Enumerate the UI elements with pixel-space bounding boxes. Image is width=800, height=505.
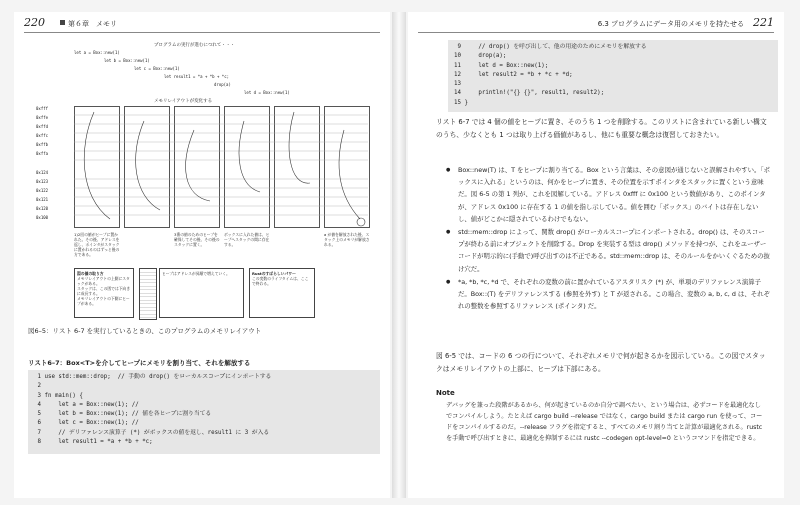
address-label: 0xffd bbox=[36, 124, 49, 129]
code-line: 3 fn main() { bbox=[34, 392, 83, 399]
figure-caption: 図6–5：リスト 6-7 を実行しているときの、このプログラムのメモリレイアウト bbox=[28, 327, 262, 335]
legend-line: メモリレイアウトの下側にヒープがある。 bbox=[77, 296, 130, 306]
code-step-5: drop(a) bbox=[214, 82, 231, 87]
right-chapter-title: 6.3 プログラムにデータ用のメモリを持たせる bbox=[597, 20, 744, 28]
note-box bbox=[436, 388, 766, 444]
note-body: デバッグを兼った段階があるから、何が起きているのか自分で調べたい、という場合は、必ずコードを最適化なしでコンパイルしよう。たとえば cargo build --release ではなく、cargo build または cargo run を使って、コードをコンパイルするのだ。--release フラグを指定すると、すべてのメモリ割り当てと計算が最適化される。rustc を手動で呼び出すときに、最適化を抑制するには rustc --codegen opt-level=0 というコマンドを指定できる。 bbox=[446, 402, 763, 442]
code-line: 15 } bbox=[454, 99, 468, 106]
code-listing-part2 bbox=[448, 40, 778, 112]
address-label: 0xfff bbox=[36, 106, 49, 111]
legend-title-3: Rustのすばらしいパワー bbox=[252, 271, 296, 276]
memory-layout-figure bbox=[36, 40, 374, 320]
book-gutter bbox=[392, 12, 406, 498]
left-page bbox=[14, 12, 390, 498]
intro-paragraph: リスト 6-7 では 4 個の値をヒープに置き、そのうち 1 つを削除する。このリストに含まれている新しい構文のうち、少なくとも 1 つは取り上げる価値があるし、他にも重要な概念は復習しておきたい。 bbox=[436, 118, 767, 139]
bullet-list bbox=[444, 164, 770, 313]
legend-box-1 bbox=[74, 268, 134, 318]
address-label: 0x100 bbox=[36, 215, 49, 220]
address-label: 0x123 bbox=[36, 179, 49, 184]
bullet-item-deref: ● *a, *b, *c, *d で、それぞれの変数の前に置かれているアスタリスク (*) が、単項のデリファレンス演算子だ。Box::(T) をデリファレンスする (参照を外す) と T が返される。この場合、変数の a, b, c, d は、それぞれの整数を参照するリファレンス (ポインタ) だ。 bbox=[444, 276, 770, 313]
legend-title-1: 図の値の取り方 bbox=[77, 271, 104, 276]
code-line: 10 drop(a); bbox=[454, 53, 507, 60]
code-step-3: let c = Box::new(1) bbox=[134, 66, 180, 71]
address-label: 0x122 bbox=[36, 188, 49, 193]
listing-caption: リスト6–7：Box<T>を介してヒープにメモリを割り当て、それを解放する bbox=[28, 359, 251, 367]
address-label: 0xffe bbox=[36, 115, 49, 120]
address-label: 0xffb bbox=[36, 142, 49, 147]
code-line: 13 bbox=[454, 81, 461, 88]
annotation-3: ボックスに入れた値は、ヒープへスタックの間に存在する。 bbox=[224, 232, 270, 247]
code-line: 8 let result1 = *a + *b + *c; bbox=[34, 439, 153, 446]
left-chapter-title bbox=[60, 19, 117, 29]
code-line: 5 let b = Box::new(1); // 値を各ヒープに割り当てる bbox=[34, 411, 212, 418]
right-running-head bbox=[418, 16, 774, 33]
figure-explanation-paragraph: 図 6-5 では、コードの 6 つの行について、それぞれメモリで何が起きるかを図示している。この図でスタックはメモリレイアウトの上部に、ヒープは下部にある。 bbox=[436, 352, 766, 373]
layout-label: メモリレイアウトが変化する bbox=[154, 99, 213, 104]
code-listing-part1 bbox=[28, 370, 380, 454]
legend-line: メモリレイアウトの上側にスタックがある。 bbox=[77, 276, 130, 286]
legend-line: この変数のライフタイムは、ここで終わる。 bbox=[252, 276, 309, 286]
left-page-number: 220 bbox=[24, 16, 45, 29]
chapter-square-icon bbox=[60, 20, 65, 25]
address-label: 0x124 bbox=[36, 170, 49, 175]
code-line: 6 let c = Box::new(1); // bbox=[34, 420, 139, 427]
right-page bbox=[408, 12, 784, 498]
left-running-head bbox=[24, 16, 380, 33]
code-line: 9 // drop() を呼び出して、他の用途のためにメモリを解放する bbox=[454, 44, 647, 50]
code-line: 12 let result2 = *b + *c + *d; bbox=[454, 71, 573, 78]
code-line: 1 use std::mem::drop; // 手動の drop() をローカルスコープにインポートする bbox=[34, 374, 272, 380]
address-label: 0x121 bbox=[36, 197, 49, 202]
code-step-4: let result1 = *a + *b + *c; bbox=[164, 74, 230, 79]
address-label: 0x120 bbox=[36, 206, 49, 211]
address-label: 0xffc bbox=[36, 133, 49, 138]
address-label: 0xffa bbox=[36, 151, 49, 156]
code-line: 7 // デリファレンス演算子 (*) がボックスの値を返し、result1 に 3 が入る bbox=[34, 429, 270, 436]
annotation-4: a が値を解放された後、スタック上のメモリが解放される。 bbox=[324, 232, 370, 247]
legend-line: ヒープはアドレスが昇順で増えていく。 bbox=[162, 271, 230, 276]
legend-box-2 bbox=[159, 268, 244, 318]
legend-line: スタックは、この図では下向きに成長する。 bbox=[77, 286, 131, 296]
code-line: 2 bbox=[34, 383, 41, 390]
timeline-label: プログラムの実行が進むにつれて・・・ bbox=[154, 43, 235, 48]
code-line: 11 let d = Box::new(1); bbox=[454, 62, 549, 69]
code-step-1: let a = Box::new(1) bbox=[74, 50, 120, 55]
legend-box-3 bbox=[249, 268, 315, 318]
code-step-2: let b = Box::new(1) bbox=[104, 58, 150, 63]
note-title: Note bbox=[436, 389, 455, 397]
code-step-6: let d = Box::new(1) bbox=[244, 90, 290, 95]
legend-stack-graphic bbox=[139, 268, 157, 320]
annotation-1: 1)2回の値がヒープに置かれた。その後、アドレスを返し、ポインタがスタックに置かれるのはずっと後の方である。 bbox=[74, 232, 120, 257]
right-page-number: 221 bbox=[753, 16, 774, 29]
code-line: 4 let a = Box::new(1); // bbox=[34, 401, 139, 408]
bullet-item-box-new: ● Box::new(T) は、T をヒープに割り当てる。Box という言葉は、その意図が通じないと誤解されやすい。「ボックスに入れる」というのは、何かをヒープに置き、その位置を示すポインタをスタックに置くという意味だ。図 6-5 の第 1 列が、これを図解している。アドレス 0xfff に 0x100 という数値があり、このポインタが、アドレス 0x100 に存在する 1 の値を指し示している。値を囲む「ボックス」のバイトは存在しないし、値がどこかに隠されているわけでもない。 bbox=[444, 164, 770, 225]
bullet-item-drop: ● std::mem::drop によって、関数 drop() がローカルスコープにインポートされる。drop() は、そのスコープが終わる前にオブジェクトを削除する。Drop を実装する型は drop() メソッドを持つが、これをユーザーコードが明示的に(手動で)呼び出すのは不正である。std::mem::drop は、そのルールをかいくぐるための抜け穴だ。 bbox=[444, 226, 770, 275]
chapter-title-text: 第６章 メモリ bbox=[68, 20, 117, 28]
code-line: 14 println!("{} {}", result1, result2); bbox=[454, 90, 605, 97]
annotation-2: 3番の値のためのヒープを確保してその後、その後のスタックに置く。 bbox=[174, 232, 220, 247]
memory-grid-svg bbox=[74, 106, 374, 231]
